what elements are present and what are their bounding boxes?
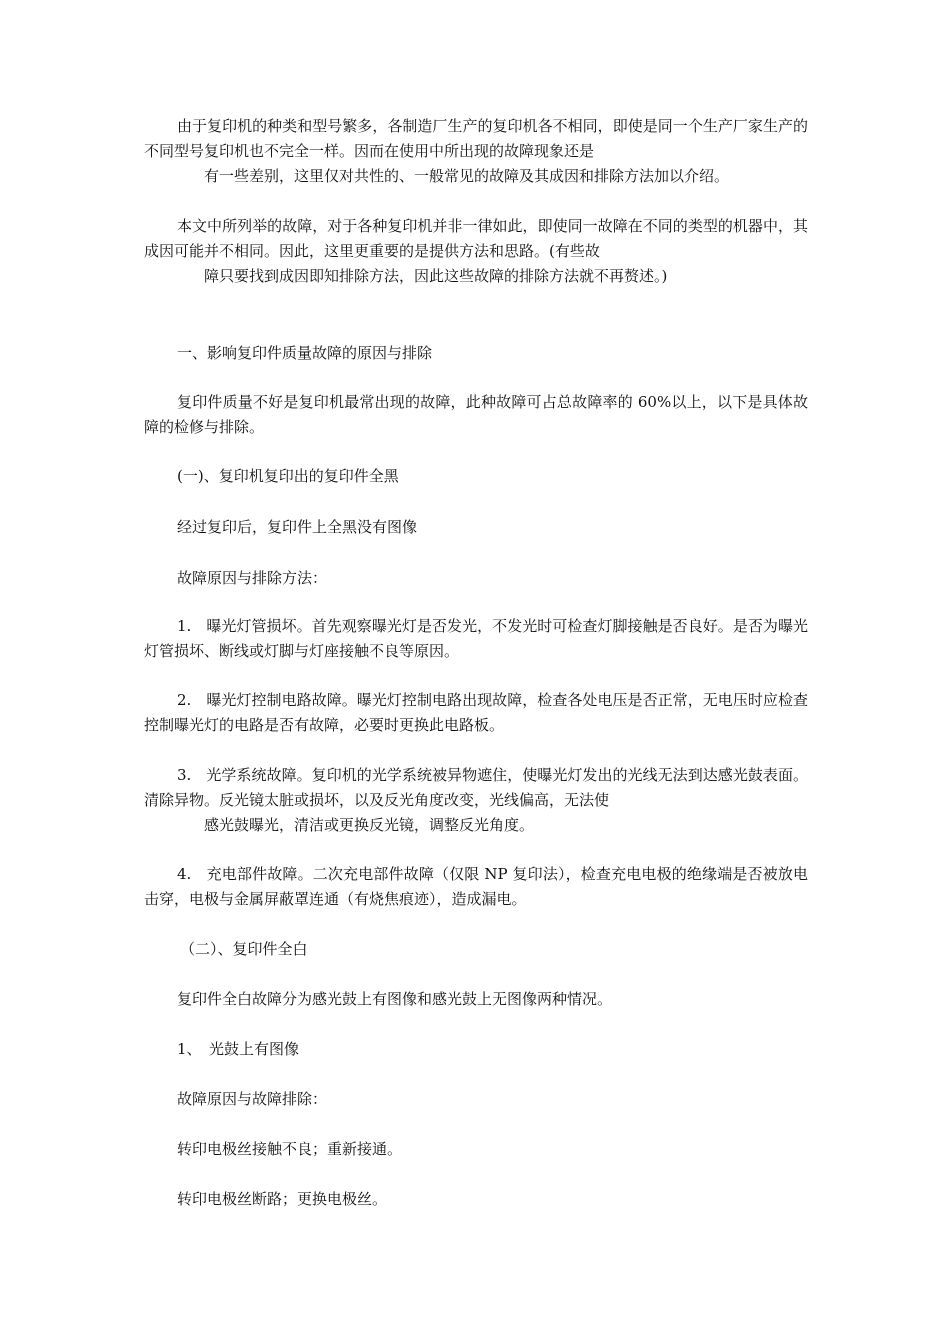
subsection-2-method-label: 故障原因与故障排除： (177, 1090, 328, 1108)
subsection-1-heading: (一)、复印机复印出的复印件全黑 (177, 467, 399, 485)
remedy-item-1: 转印电极丝接触不良；重新接通。 (177, 1140, 403, 1158)
subsection-2-heading: （二）、复印件全白 (180, 940, 308, 958)
subsection-1-symptom: 经过复印后，复印件上全黑没有图像 (177, 518, 418, 536)
section-1-summary: 复印件质量不好是复印机最常出现的故障，此种故障可占总故障率的 60%以上，以下是具体故障的检修与排除。 (144, 393, 808, 436)
intro-paragraph-1: 由于复印机的种类和型号繁多，各制造厂生产的复印机各不相同，即使是同一个生产厂家生产的不同型号复印机也不完全一样。因而在使用中所出现的故障现象还是 (144, 117, 808, 160)
fault-item-2: 2. 曝光灯控制电路故障。曝光灯控制电路出现故障，检查各处电压是否正常，无电压时应检查控制曝光灯的电路是否有故障，必要时更换此电路板。 (144, 691, 808, 734)
remedy-item-2: 转印电极丝断路；更换电极丝。 (177, 1190, 388, 1208)
fault-item-3: 3. 光学系统故障。复印机的光学系统被异物遮住，使曝光灯发出的光线无法到达感光鼓表面。清除异物。反光镜太脏或损坏，以及反光角度改变，光线偏高，无法使 (144, 766, 808, 809)
subsection-2-summary: 复印件全白故障分为感光鼓上有图像和感光鼓上无图像两种情况。 (177, 990, 613, 1008)
fault-item-1: 1. 曝光灯管损坏。首先观察曝光灯是否发光，不发光时可检查灯脚接触是否良好。是否为曝光灯管损坏、断线或灯脚与灯座接触不良等原因。 (144, 617, 808, 660)
section-1-heading: 一、影响复印件质量故障的原因与排除 (177, 344, 433, 362)
intro-paragraph-2: 本文中所列举的故障，对于各种复印机并非一律如此，即使同一故障在不同的类型的机器中，其成因可能并不相同。因此，这里更重要的是提供方法和思路。(有些故 (144, 217, 808, 260)
subsection-1-method-label: 故障原因与排除方法： (177, 569, 328, 587)
fault-item-3-continuation: 感光鼓曝光，清洁或更换反光镜，调整反光角度。 (204, 816, 535, 834)
case-1-heading: 1、 光鼓上有图像 (177, 1040, 300, 1058)
intro-paragraph-2-continuation: 障只要找到成因即知排除方法，因此这些故障的排除方法就不再赘述。) (204, 267, 668, 285)
intro-paragraph-1-continuation: 有一些差别，这里仅对共性的、一般常见的故障及其成因和排除方法加以介绍。 (204, 167, 730, 185)
fault-item-4: 4. 充电部件故障。二次充电部件故障（仅限 NP 复印法），检查充电电极的绝缘端是否被放电击穿，电极与金属屏蔽罩连通（有烧焦痕迹），造成漏电。 (144, 865, 808, 908)
